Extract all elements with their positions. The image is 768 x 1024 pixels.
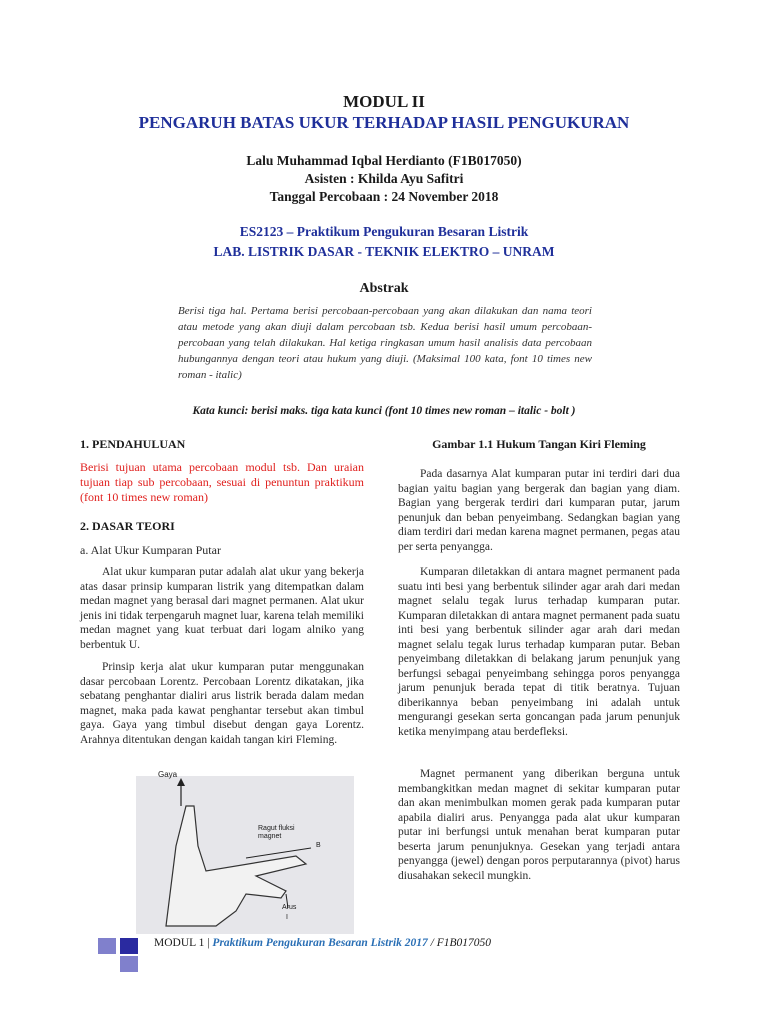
abstract-heading: Abstrak <box>359 281 409 296</box>
experiment-date: Tanggal Percobaan : 24 November 2018 <box>269 189 499 204</box>
section-1-heading: 1. PENDAHULUAN <box>80 437 186 451</box>
footer-suffix: / F1B017050 <box>427 937 492 949</box>
course-name: ES2123 – Praktikum Pengukuran Besaran Listrik <box>239 224 529 239</box>
left-paragraph-1: Alat ukur kumparan putar adalah alat ukur yang bekerja atas dasar prinsip kumparan listrik yang ditempatkan dalam medan magnet yang berasal dari magnet permanen. Alat ukur jenis ini tidak terpengaruh magnet luar, karena telah memiliki medan magnet yang kuat terbuat dari logam alniko yang berbentuk U. <box>80 566 364 651</box>
author: Lalu Muhammad Iqbal Herdianto (F1B017050) <box>246 153 522 168</box>
figure-caption: Gambar 1.1 Hukum Tangan Kiri Fleming <box>432 437 646 451</box>
lab-name: LAB. LISTRIK DASAR - TEKNIK ELEKTRO – UNRAM <box>213 244 555 259</box>
figure-label-i: I <box>286 914 288 921</box>
section-1-text: Berisi tujuan utama percobaan modul tsb. Dan uraian tujuan tiap sub percobaan, sesuai di penuntun praktikum (font 10 times new roman) <box>80 460 364 504</box>
fleming-left-hand-figure <box>136 770 354 934</box>
subsection-a-heading: a. Alat Ukur Kumparan Putar <box>80 543 221 557</box>
footer <box>154 937 491 949</box>
figure-label-ragam: Ragut fluksi magnet <box>258 825 295 840</box>
assistant: Asisten : Khilda Ayu Safitri <box>304 171 464 186</box>
right-paragraph-3: Magnet permanent yang diberikan berguna untuk membangkitkan medan magnet di sekitar kumparan putar dan akan menimbulkan momen gerak pada kumparan putar apabila dialiri arus. Penyangga pada alat ukur kumparan putar ini berfungsi untuk menahan berat kumparan putar beserta jarum penunjuknya. Gesekan yang terjadi antara penyangga (jewel) dengan poros perputarannya (pivot) harus diusahakan sekecil mungkin. <box>398 768 680 882</box>
footer-course: Praktikum Pengukuran Besaran Listrik 2017 <box>212 937 428 949</box>
module-number: MODUL II <box>343 92 425 111</box>
footer-square-2 <box>120 938 138 954</box>
footer-square-1 <box>98 938 116 954</box>
figure-label-gaya: Gaya <box>158 770 178 779</box>
abstract-text: Berisi tiga hal. Pertama berisi percobaan-percobaan yang akan dilakukan dan nama teori atau metode yang akan diuji dalam percobaan tsb. Kedua berisi hasil umum percobaan-percobaan yang telah dilakukan. Hal ketiga ringkasan umum hasil analisis data percobaan hubungannya dengan teori atau hukum yang diuji. (Maksimal 100 kata, font 10 times new roman - italic) <box>178 305 592 381</box>
section-2-heading: 2. DASAR TEORI <box>80 519 175 533</box>
footer-prefix: MODUL 1 | <box>154 937 213 949</box>
figure-label-arus: Arus <box>282 904 297 911</box>
figure-label-b: B <box>316 842 321 849</box>
document-title: PENGARUH BATAS UKUR TERHADAP HASIL PENGUKURAN <box>138 113 630 132</box>
hand-illustration <box>136 776 354 934</box>
right-paragraph-1: Pada dasarnya Alat kumparan putar ini terdiri dari dua bagian yaitu bagian yang bergerak dan bagian yang diam. Bagian yang bergerak terdiri dari kumparan putar, jarum penunjuk dan beban penyeimbang. Sedangkan bagian yang diam terdiri dari medan karena magnet permanen, pegas atau per serta penyangga. <box>398 468 680 553</box>
right-paragraph-2: Kumparan diletakkan di antara magnet permanent pada suatu inti besi yang berbentuk silinder agar arah dari medan magnet selalu tegak lurus terhadap kumparan putar. Kumparan diletakkan di antara magnet permanent pada suatu inti besi yang berbentuk silinder agar arah dari medan magnet selalu tegak lurus terhadap kumparan putar. Beban penyeimbang diletakkan di belakang jarum penunjuk yang berfungsi sebagai penyeimbang sehingga poros penyangga jarum penunjuk berada tepat di titik beratnya. Tujuan diberikannya beban penyeimbang ini adalah untuk mengurangi gesekan serta goncangan pada jarum penunjuk ketika menyimpang atau berdefleksi. <box>398 566 680 738</box>
left-paragraph-2: Prinsip kerja alat ukur kumparan putar menggunakan dasar percobaan Lorentz. Percobaan Lorentz dikatakan, jika sebatang penghantar dialiri arus listrik berada dalam medan magnet, maka pada kawat penghantar tersebut akan timbul gaya. Gaya yang timbul disebut dengan gaya Lorentz. Arahnya ditentukan dengan kaidah tangan kiri Fleming. <box>80 661 364 746</box>
footer-square-3 <box>120 956 138 972</box>
keywords: Kata kunci: berisi maks. tiga kata kunci (font 10 times new roman – italic - bolt ) <box>192 405 576 417</box>
